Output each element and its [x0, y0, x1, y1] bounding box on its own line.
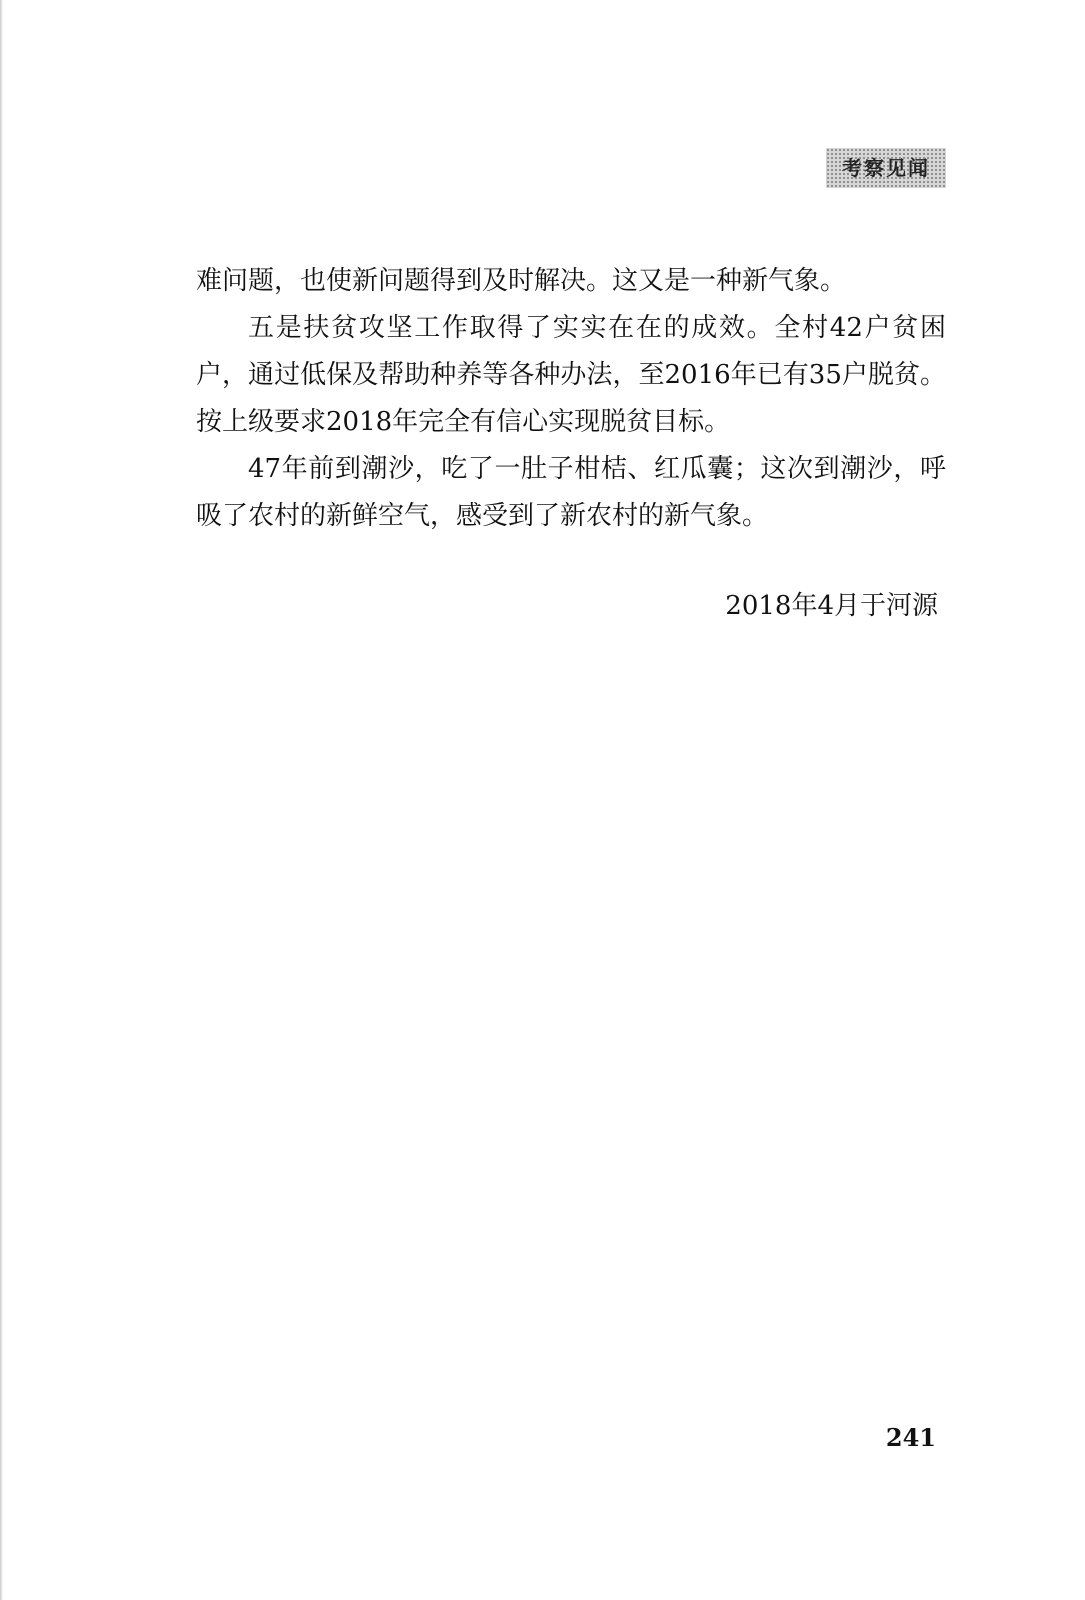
- page-number: 241: [885, 1423, 936, 1452]
- paragraph-continuation: 难问题，也使新问题得到及时解决。这又是一种新气象。: [196, 266, 847, 296]
- paragraph-poverty-alleviation: 五是扶贫攻坚工作取得了实实在在的成效。全村42户贫困户，通过低保及帮助种养等各种办法，至2016年已有35户脱贫。按上级要求2018年完全有信心实现脱贫目标。: [196, 313, 946, 437]
- page-edge-shadow: [0, 0, 3, 1600]
- paragraph-closing: 47年前到潮沙，吃了一肚子柑桔、红瓜囊；这次到潮沙，呼吸了农村的新鲜空气，感受到了新农村的新气象。: [196, 454, 946, 531]
- article-body: [196, 258, 946, 540]
- date-place-signature: 2018年4月于河源: [725, 591, 938, 621]
- section-tag: 考察见闻: [826, 148, 946, 188]
